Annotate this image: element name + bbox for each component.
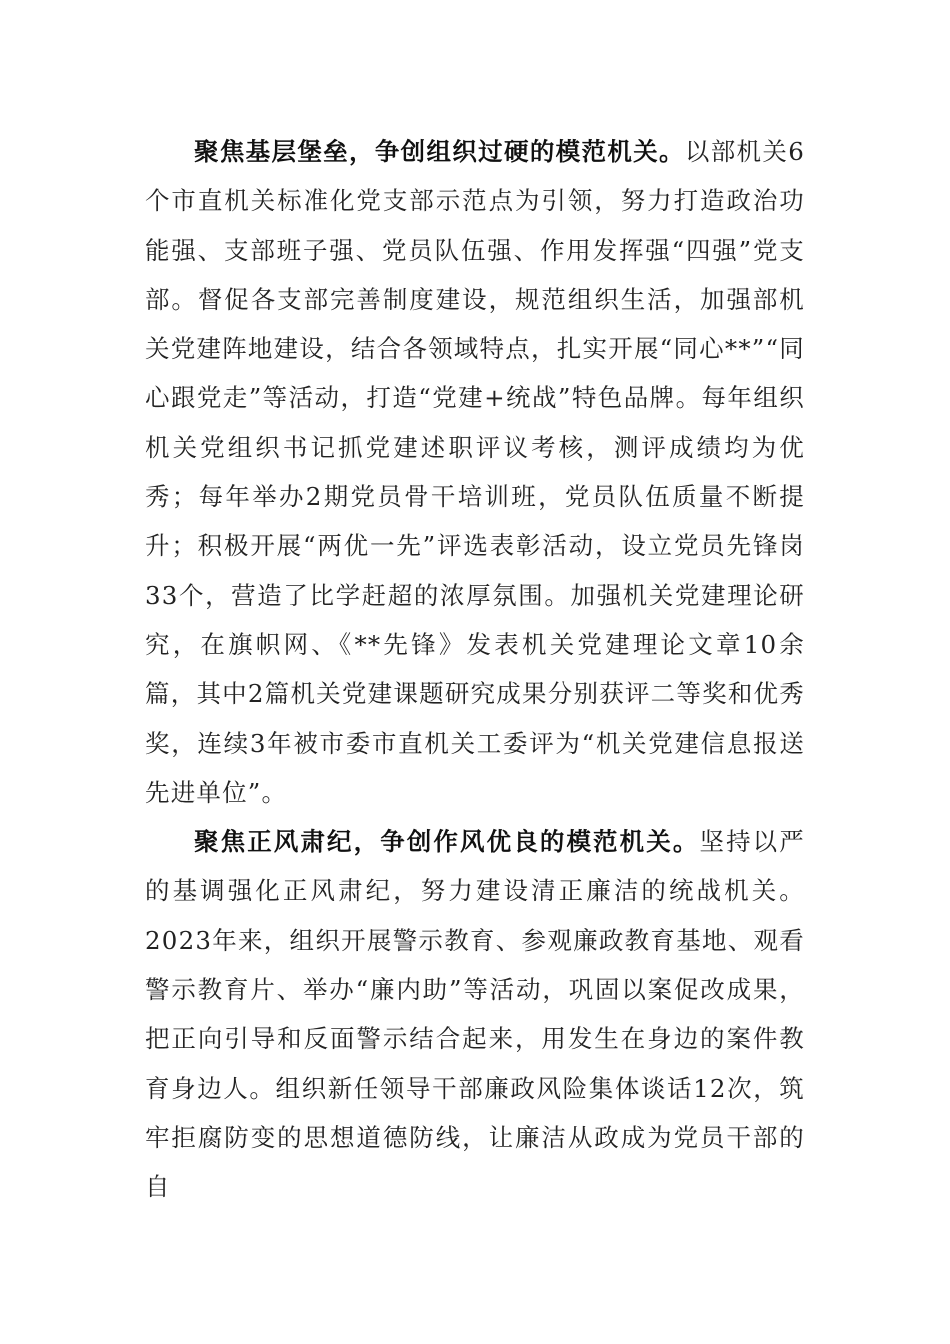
paragraph-heading: 聚焦正风肃纪，争创作风优良的模范机关。 — [194, 827, 700, 857]
paragraph-grassroots-fortress — [145, 127, 805, 817]
paragraph-discipline — [145, 817, 805, 1211]
document-body — [145, 127, 805, 1212]
paragraph-text: 坚持以严的基调强化正风肃纪，努力建设清正廉洁的统战机关。2023年来，组织开展警示教育、参观廉政教育基地、观看警示教育片、举办“廉内助”等活动，巩固以案促改成果，把正向引导和反面警示结合起来，用发生在身边的案件教育身边人。组织新任领导干部廉政风险集体谈话12次，筑牢拒腐防变的思想道德防线，让廉洁从政成为党员干部的自 — [145, 827, 805, 1202]
paragraph-text: 以部机关6个市直机关标准化党支部示范点为引领，努力打造政治功能强、支部班子强、党员队伍强、作用发挥强“四强”党支部。督促各支部完善制度建设，规范组织生活，加强部机关党建阵地建设，结合各领域特点，扎实开展“同心**”“同心跟党走”等活动，打造“党建+统战”特色品牌。每年组织机关党组织书记抓党建述职评议考核，测评成绩均为优秀；每年举办2期党员骨干培训班，党员队伍质量不断提升；积极开展“两优一先”评选表彰活动，设立党员先锋岗33个，营造了比学赶超的浓厚氛围。加强机关党建理论研究，在旗帜网、《**先锋》发表机关党建理论文章10余篇，其中2篇机关党建课题研究成果分别获评二等奖和优秀奖，连续3年被市委市直机关工委评为“机关党建信息报送先进单位”。 — [145, 137, 805, 807]
paragraph-heading: 聚焦基层堡垒，争创组织过硬的模范机关。 — [194, 137, 685, 166]
